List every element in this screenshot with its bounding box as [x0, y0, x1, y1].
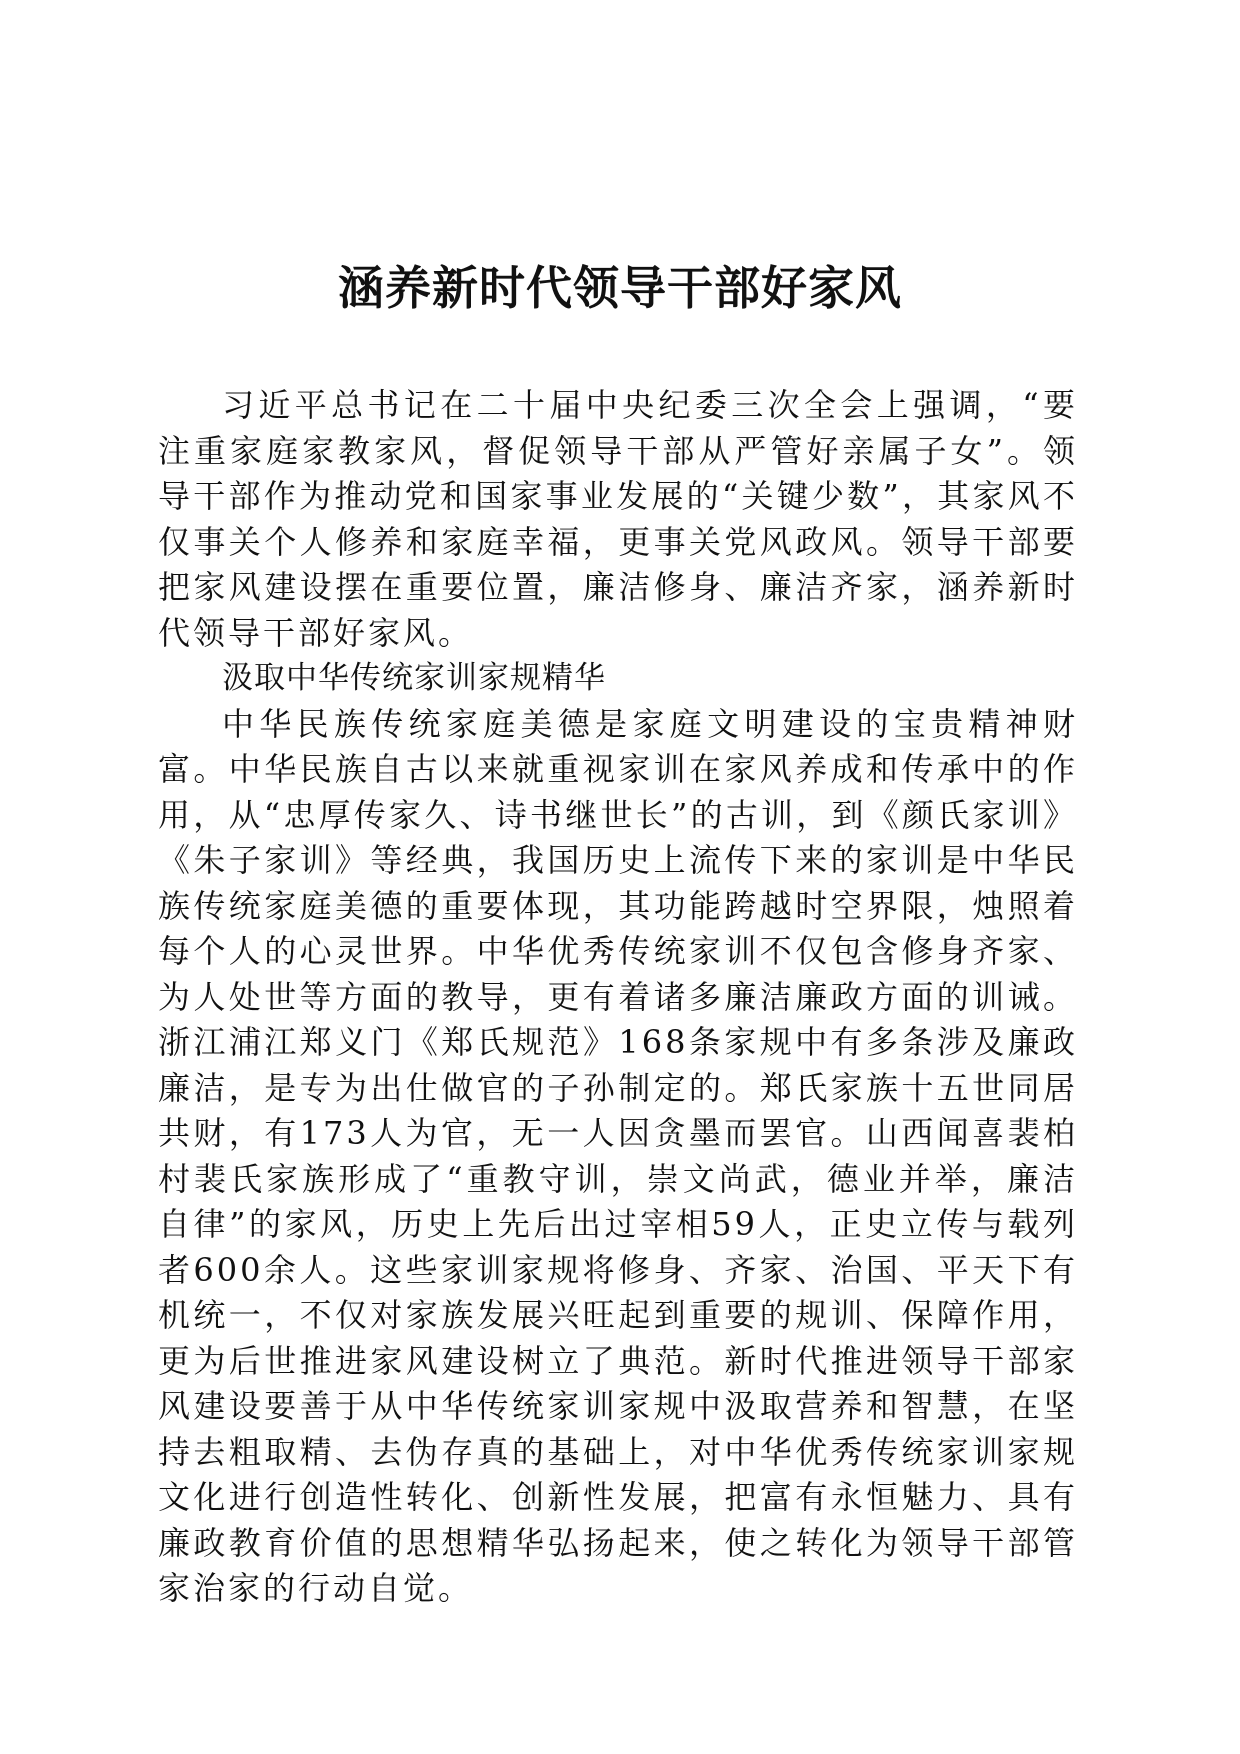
intro-paragraph: 习近平总书记在二十届中央纪委三次全会上强调，“要注重家庭家教家风，督促领导干部从严管好亲属子女”。领导干部作为推动党和国家事业发展的“关键少数”，其家风不仅事关个人修养和家庭幸福，更事关党风政风。领导干部要把家风建设摆在重要位置，廉洁修身、廉洁齐家，涵养新时代领导干部好家风。 [158, 386, 1078, 652]
document-body [158, 383, 1078, 1612]
section-heading: 汲取中华传统家训家规精华 [222, 660, 606, 696]
document-title: 涵养新时代领导干部好家风 [338, 261, 902, 315]
section-paragraph: 中华民族传统家庭美德是家庭文明建设的宝贵精神财富。中华民族自古以来就重视家训在家风养成和传承中的作用，从“忠厚传家久、诗书继世长”的古训，到《颜氏家训》《朱子家训》等经典，我国历史上流传下来的家训是中华民族传统家庭美德的重要体现，其功能跨越时空界限，烛照着每个人的心灵世界。中华优秀传统家训不仅包含修身齐家、为人处世等方面的教导，更有着诸多廉洁廉政方面的训诫。浙江浦江郑义门《郑氏规范》168条家规中有多条涉及廉政廉洁，是专为出仕做官的子孙制定的。郑氏家族十五世同居共财，有173人为官，无一人因贪墨而罢官。山西闻喜裴柏村裴氏家族形成了“重教守训，崇文尚武，德业并举，廉洁自律”的家风，历史上先后出过宰相59人，正史立传与载列者600余人。这些家训家规将修身、齐家、治国、平天下有机统一，不仅对家族发展兴旺起到重要的规训、保障作用，更为后世推进家风建设树立了典范。新时代推进领导干部家风建设要善于从中华传统家训家规中汲取营养和智慧，在坚持去粗取精、去伪存真的基础上，对中华优秀传统家训家规文化进行创造性转化、创新性发展，把富有永恒魅力、具有廉政教育价值的思想精华弘扬起来，使之转化为领导干部管家治家的行动自觉。 [158, 704, 1078, 1607]
